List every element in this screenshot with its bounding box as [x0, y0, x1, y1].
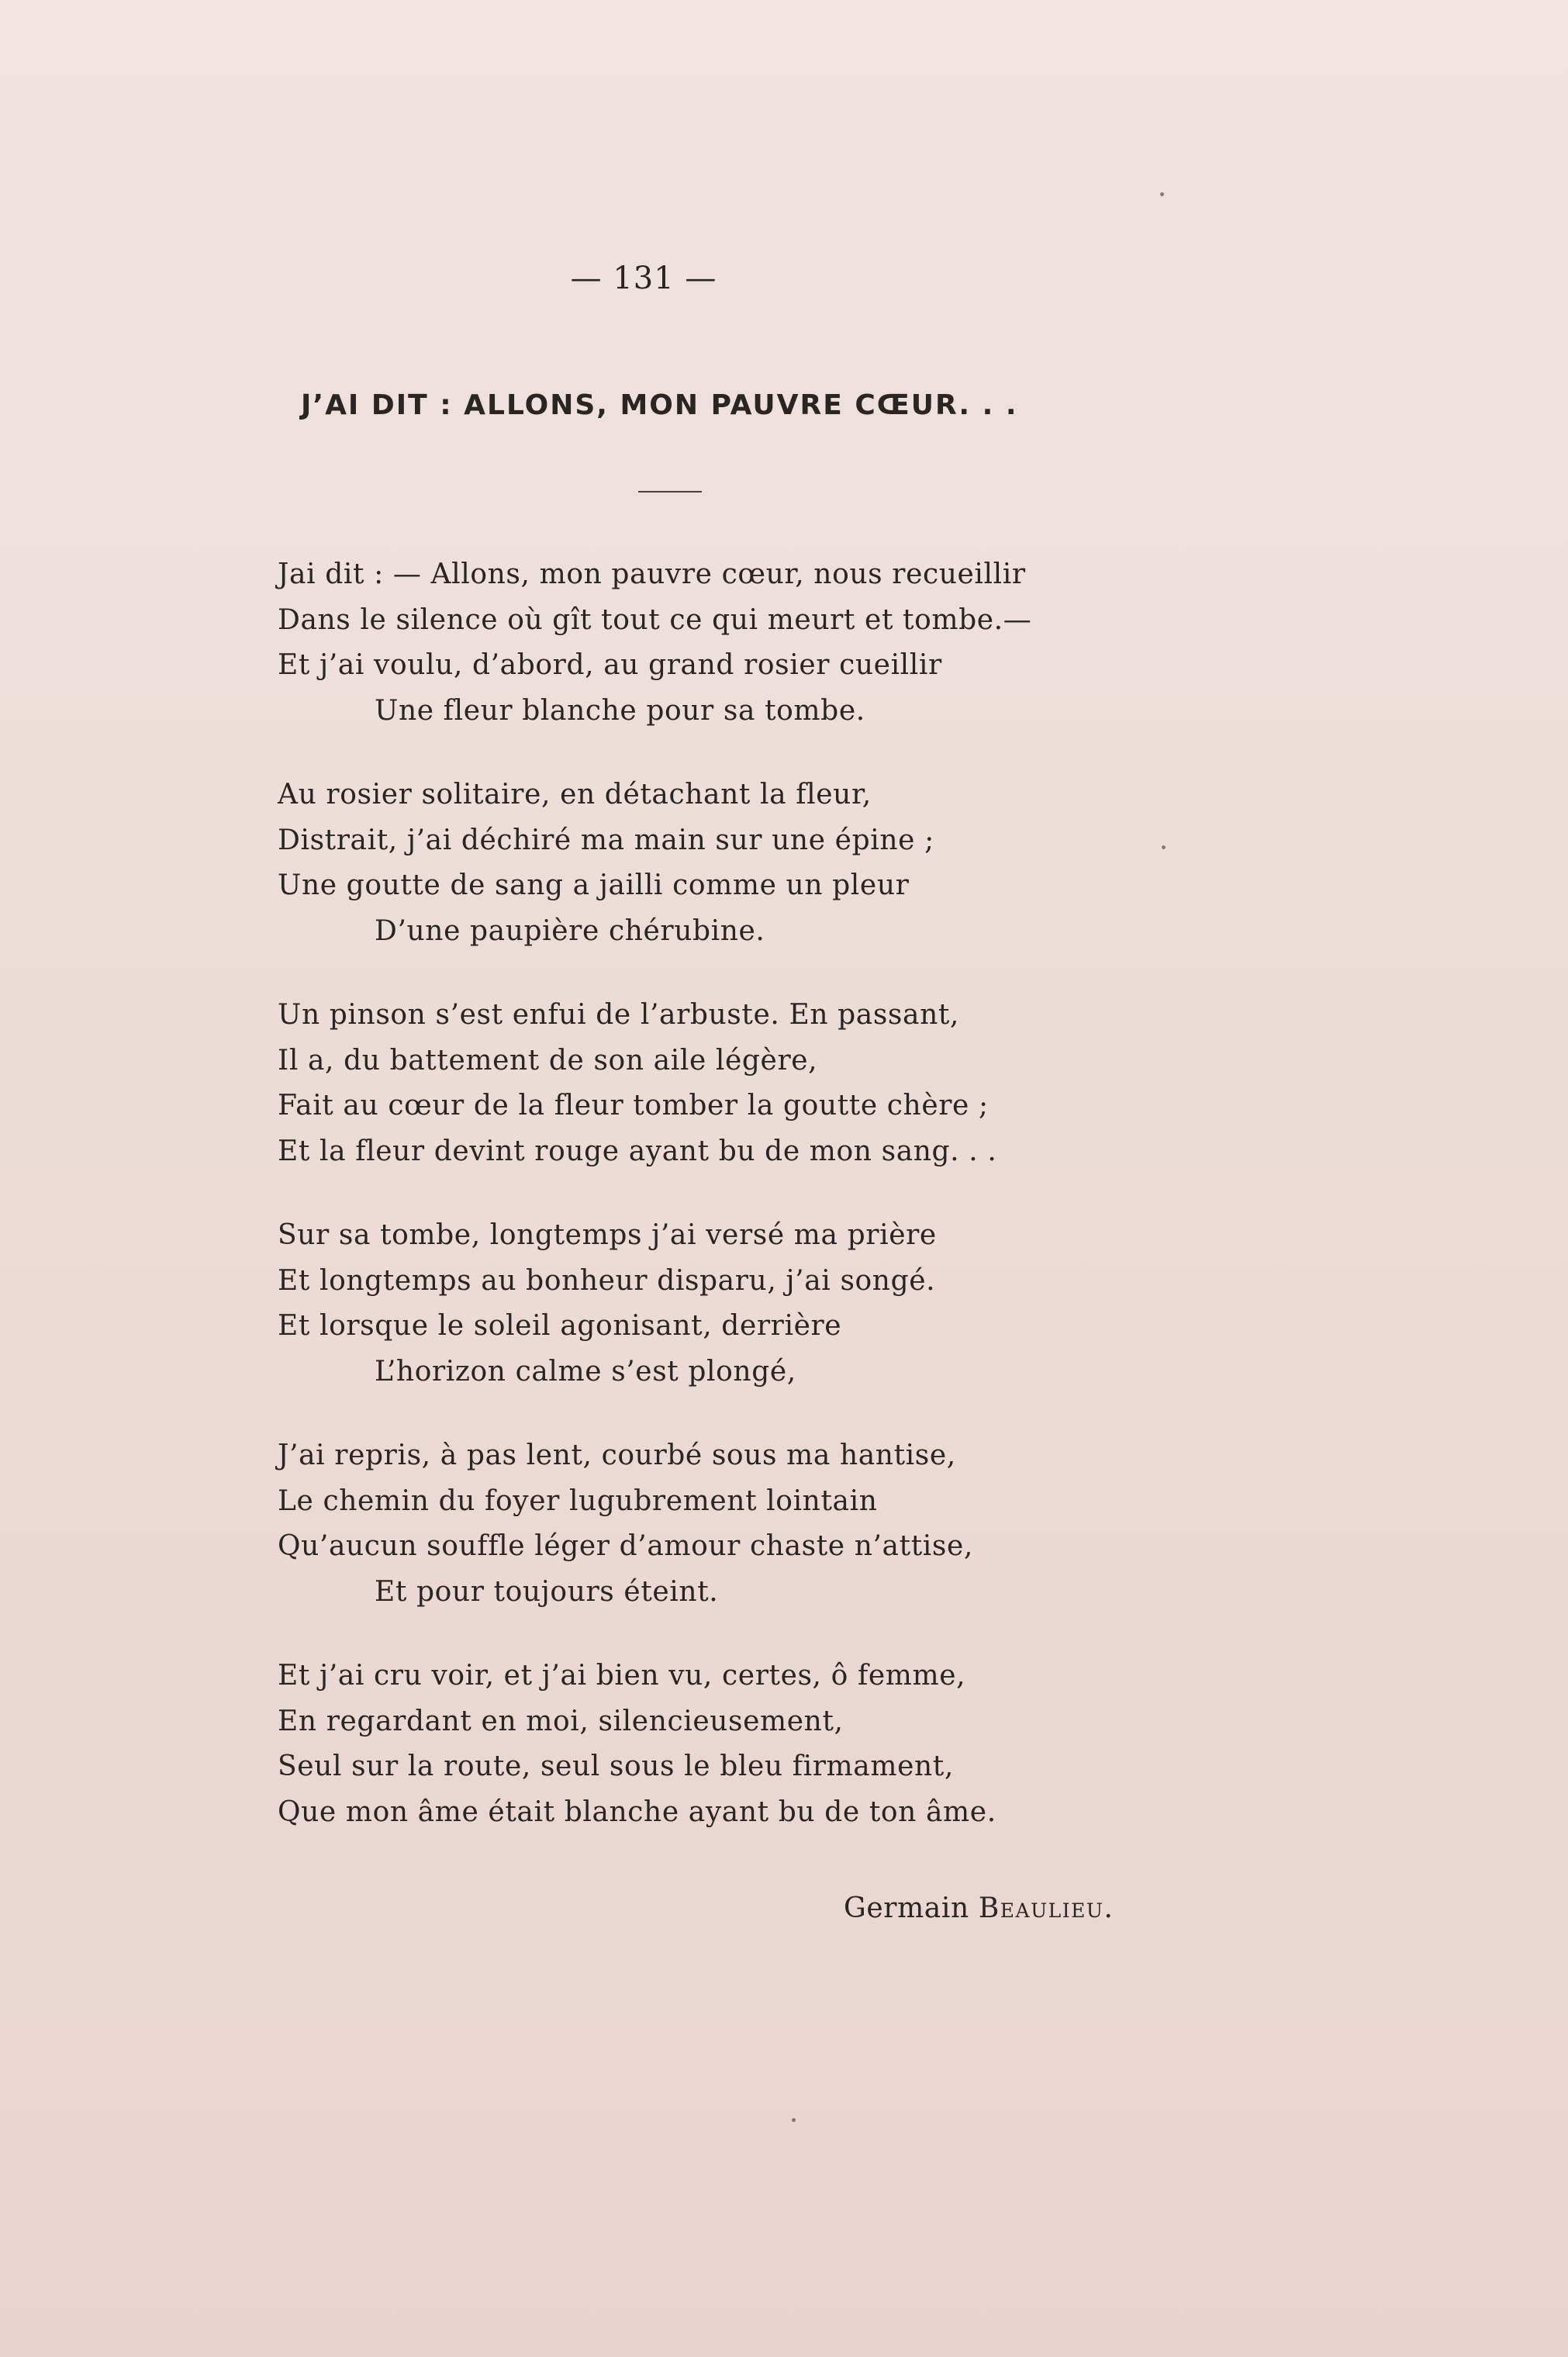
poem-line: Le chemin du foyer lugubrement lointain: [278, 1484, 878, 1517]
poem-title: J’AI DIT : ALLONS, MON PAUVRE CŒUR. . .: [301, 389, 1018, 421]
poem-line: Et j’ai cru voir, et j’ai bien vu, certes, ô femme,: [278, 1660, 966, 1692]
poem-line: Et pour toujours éteint.: [375, 1575, 719, 1608]
stanza: [278, 772, 1053, 954]
poem-line: Dans le silence où gît tout ce qui meurt et tombe.—: [278, 603, 1032, 636]
poem-line: Que mon âme était blanche ayant bu de ton âme.: [278, 1795, 996, 1828]
poem-line: D’une paupière chérubine.: [375, 914, 765, 947]
paper-speck: [1162, 845, 1166, 849]
poem-line: Sur sa tombe, longtemps j’ai versé ma prière: [278, 1219, 937, 1251]
poem-line: Seul sur la route, seul sous le bleu firmament,: [278, 1750, 954, 1782]
stanza: [278, 1433, 1053, 1615]
poem-line: Un pinson s’est enfui de l’arbuste. En passant,: [278, 999, 959, 1031]
poem-line: Et la fleur devint rouge ayant bu de mon sang. . .: [278, 1135, 997, 1167]
poem-line: L’horizon calme s’est plongé,: [375, 1355, 796, 1388]
poem-body: [278, 552, 1053, 1874]
poem-line: J’ai repris, à pas lent, courbé sous ma hantise,: [278, 1439, 956, 1471]
poem-line: Et lorsque le soleil agonisant, derrière: [278, 1310, 842, 1342]
poem-line: Il a, du battement de son aile légère,: [278, 1044, 818, 1077]
poem-line: Au rosier solitaire, en détachant la fleur,: [278, 779, 872, 810]
poem-line: Une goutte de sang a jailli comme un pleur: [278, 869, 910, 901]
stanza: [278, 552, 1053, 734]
author-signature: [844, 1892, 1114, 1924]
signature-period: .: [1103, 1892, 1114, 1924]
page-number: — 131 —: [570, 261, 717, 296]
paper-speck: [792, 2118, 796, 2122]
title-divider: [638, 491, 702, 492]
poem-line: Une fleur blanche pour sa tombe.: [375, 694, 865, 727]
poem-line: Jai dit : — Allons, mon pauvre cœur, nous recueillir: [278, 558, 1026, 590]
poem-line: Distrait, j’ai déchiré ma main sur une épine ;: [278, 824, 934, 856]
stanza: [278, 993, 1053, 1174]
stanza: [278, 1213, 1053, 1395]
paper-speck: [1160, 192, 1164, 196]
author-first-name: Germain: [844, 1892, 969, 1924]
poem-line: En regardant en moi, silencieusement,: [278, 1705, 844, 1737]
poem-line: Et j’ai voulu, d’abord, au grand rosier cueillir: [278, 649, 942, 681]
stanza: [278, 1654, 1053, 1835]
poem-line: Qu’aucun souffle léger d’amour chaste n’attise,: [278, 1530, 973, 1562]
poem-line: Et longtemps au bonheur disparu, j’ai songé.: [278, 1264, 936, 1297]
poem-line: Fait au cœur de la fleur tomber la goutte chère ;: [278, 1090, 989, 1121]
author-last-name: Beaulieu: [978, 1892, 1104, 1924]
